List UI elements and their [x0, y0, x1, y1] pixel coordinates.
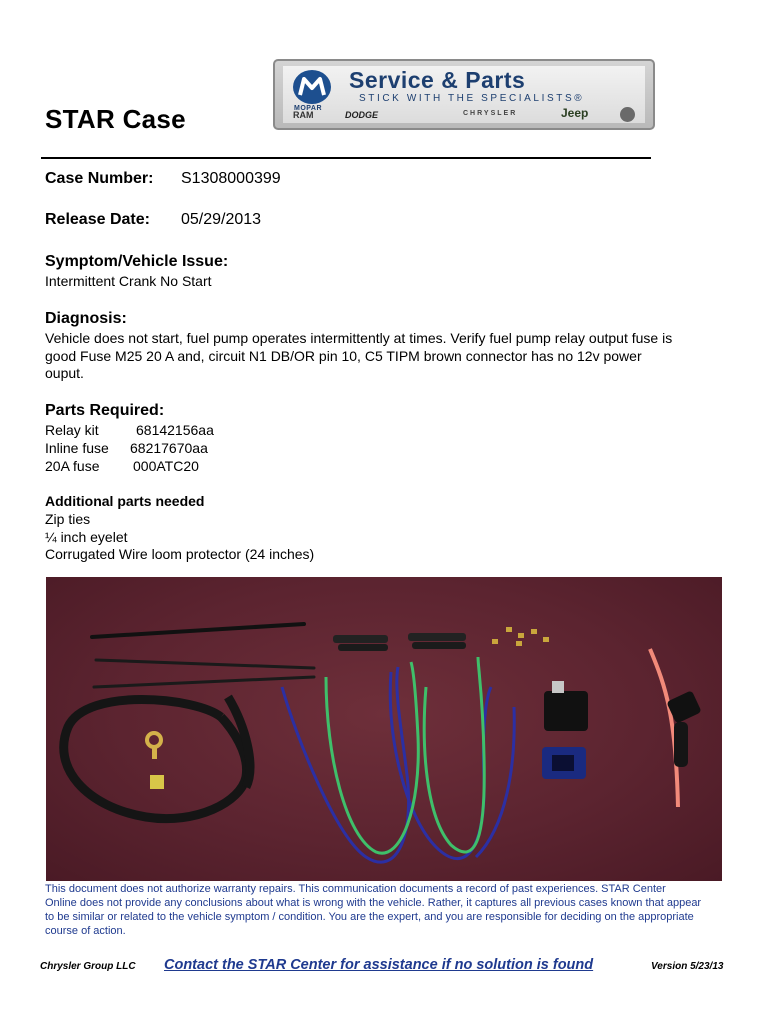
part-number: 68142156aa — [136, 422, 214, 438]
footer-version: Version 5/23/13 — [651, 961, 724, 972]
diagnosis-line: Vehicle does not start, fuel pump operates intermittently at times. Verify fuel pump relay output fuse is — [45, 330, 673, 346]
fiat-logo — [620, 107, 635, 122]
release-date-label: Release Date: — [45, 211, 150, 228]
disclaimer-line: to be similar or related to the vehicle symptom / condition. You are the expert, and you are responsible for deciding on the appropriate — [45, 911, 694, 923]
part-name: Relay kit — [45, 422, 99, 438]
mopar-wordmark: MOPAR — [294, 105, 323, 112]
dodge-logo: DODGE — [345, 110, 379, 120]
disclaimer — [45, 882, 735, 938]
diagnosis-text — [45, 330, 735, 383]
symptom-text: Intermittent Crank No Start — [45, 273, 212, 289]
jeep-logo: Jeep — [561, 106, 589, 120]
ram-logo: RAM — [293, 110, 314, 120]
parts-row — [45, 458, 199, 474]
additional-heading: Additional parts needed — [45, 493, 205, 509]
part-name: Inline fuse — [45, 440, 109, 456]
disclaimer-line: This document does not authorize warranty repairs. This communication documents a record of past experiences. STAR Center — [45, 883, 666, 895]
parts-row — [45, 440, 208, 456]
symptom-heading: Symptom/Vehicle Issue: — [45, 253, 229, 270]
disclaimer-line: Online does not provide any conclusions about what is wrong with the vehicle. Rather, it captures all previous cases known that appear — [45, 897, 702, 909]
additional-item: Corrugated Wire loom protector (24 inches) — [45, 546, 315, 562]
part-number: 000ATC20 — [133, 458, 199, 474]
diagnosis-heading: Diagnosis: — [45, 310, 127, 327]
parts-heading: Parts Required: — [45, 402, 165, 419]
additional-list — [45, 511, 314, 564]
parts-photo — [46, 577, 722, 881]
part-name: 20A fuse — [45, 458, 100, 474]
contact-star-center-link[interactable]: Contact the STAR Center for assistance if no solution is found — [164, 957, 594, 973]
parts-row — [45, 422, 214, 438]
diagnosis-line: good Fuse M25 20 A and, circuit N1 DB/OR pin 10, C5 TIPM brown connector has no 12v power — [45, 347, 642, 364]
case-number-value: S1308000399 — [181, 170, 281, 187]
additional-item: Zip ties — [45, 511, 91, 527]
disclaimer-line: course of action. — [45, 925, 126, 937]
header-divider — [41, 157, 651, 159]
service-parts-logo — [273, 59, 655, 130]
release-date-value: 05/29/2013 — [181, 211, 262, 228]
page-title: STAR Case — [45, 104, 186, 134]
logo-subtitle: STICK WITH THE SPECIALISTS® — [359, 93, 585, 104]
case-number-label: Case Number: — [45, 170, 154, 187]
footer-company: Chrysler Group LLC — [40, 961, 136, 972]
additional-item: ¼ inch eyelet — [45, 528, 128, 545]
diagnosis-line: ouput. — [45, 365, 84, 381]
part-number: 68217670aa — [130, 440, 208, 456]
chrysler-logo: CHRYSLER — [463, 110, 518, 117]
mopar-m-icon — [293, 70, 331, 104]
logo-title: Service & Parts — [349, 67, 526, 93]
